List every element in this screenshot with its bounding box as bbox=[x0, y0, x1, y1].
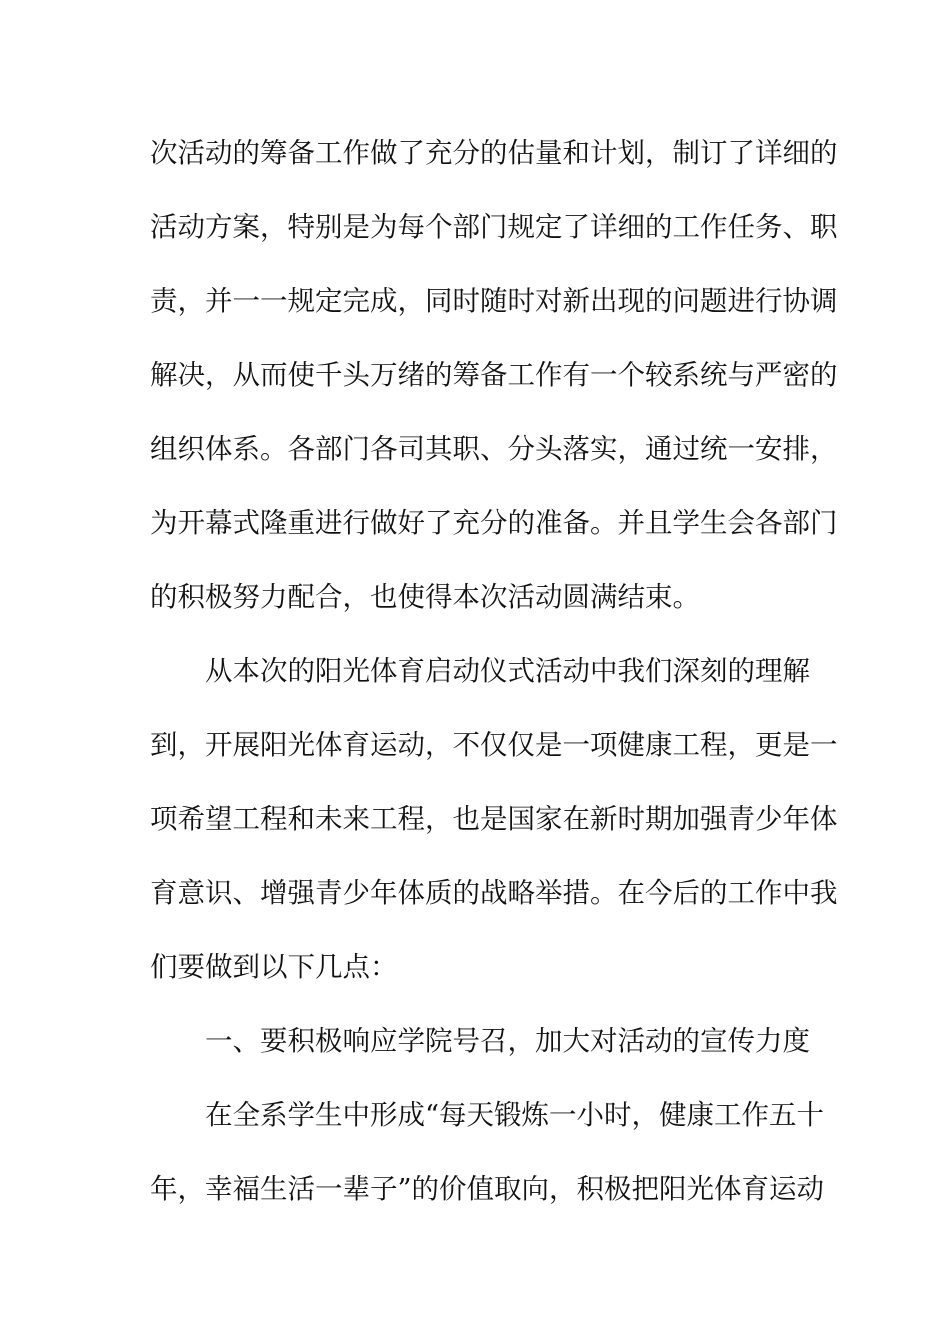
paragraph-line: 育意识、增强青少年体质的战略举措。在今后的工作中我 bbox=[150, 877, 838, 909]
paragraph-line: 解决，从而使千头万绪的筹备工作有一个较系统与严密的 bbox=[150, 359, 838, 391]
paragraph-line: 次活动的筹备工作做了充分的估量和计划，制订了详细的 bbox=[150, 137, 838, 169]
paragraph-line: 活动方案，特别是为每个部门规定了详细的工作任务、职 bbox=[150, 211, 838, 243]
paragraph-line: 在全系学生中形成“每天锻炼一小时，健康工作五十 bbox=[205, 1099, 825, 1131]
paragraph-line: 从本次的阳光体育启动仪式活动中我们深刻的理解 bbox=[205, 655, 810, 687]
paragraph-line: 的积极努力配合，也使得本次活动圆满结束。 bbox=[150, 581, 700, 613]
document-body bbox=[150, 126, 838, 1236]
section-heading: 一、要积极响应学院号召，加大对活动的宣传力度 bbox=[205, 1025, 810, 1057]
paragraph-line: 们要做到以下几点： bbox=[150, 951, 398, 983]
paragraph-line: 到，开展阳光体育运动，不仅仅是一项健康工程，更是一 bbox=[150, 729, 838, 761]
paragraph-line: 项希望工程和未来工程，也是国家在新时期加强青少年体 bbox=[150, 803, 838, 835]
paragraph-line: 组织体系。各部门各司其职、分头落实，通过统一安排， bbox=[150, 433, 838, 465]
paragraph-line: 年，幸福生活一辈子”的价值取向，积极把阳光体育运动 bbox=[150, 1173, 825, 1205]
paragraph-line: 责，并一一规定完成，同时随时对新出现的问题进行协调 bbox=[150, 285, 838, 317]
paragraph-line: 为开幕式隆重进行做好了充分的准备。并且学生会各部门 bbox=[150, 507, 838, 539]
